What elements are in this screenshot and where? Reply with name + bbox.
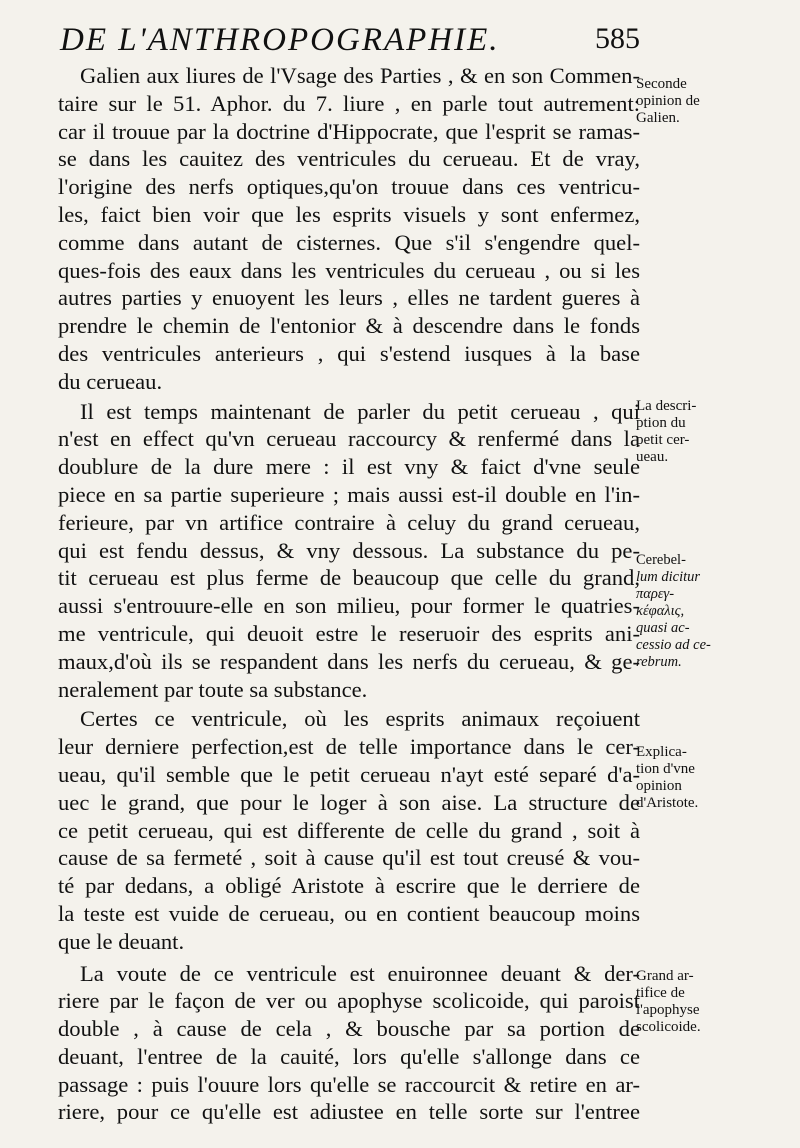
text-line: comme dans autant de cisternes. Que s'il s'engendre quel- bbox=[58, 229, 640, 255]
text-line: deuant, l'entree de la cauité, lors qu'elle s'allonge dans ce bbox=[58, 1043, 640, 1069]
text-line: les, faict bien voir que les esprits visuels y sont enfermez, bbox=[58, 201, 640, 227]
text-line: leur derniere perfection,est de telle importance dans le cer- bbox=[58, 734, 640, 760]
text-line: ce petit cerueau, qui est differente de celle du grand , soit à bbox=[58, 817, 640, 843]
text-line: n'est en effect qu'vn cerueau raccourcy & renfermé dans la bbox=[58, 426, 640, 452]
margin-note-3 bbox=[636, 552, 786, 671]
text-line: tit cerueau est plus ferme de beaucoup que celle du grand, bbox=[58, 565, 640, 591]
margin-note-line: Seconde bbox=[636, 76, 687, 92]
text-line: riere, pour ce qu'elle est adiustee en telle sorte sur l'entree bbox=[58, 1099, 640, 1125]
margin-note-line: παρεγ- bbox=[636, 586, 675, 602]
text-line: se dans les cauitez des ventricules du cerueau. Et de vray, bbox=[58, 146, 640, 172]
margin-note-line: κέφαλις, bbox=[636, 603, 685, 619]
margin-note-line: petit cer- bbox=[636, 432, 690, 448]
margin-note-line: opinion de bbox=[636, 93, 700, 109]
margin-note-line: Explica- bbox=[636, 744, 687, 760]
margin-note-line: quasi ac- bbox=[636, 620, 690, 636]
text-line: neralement par toute sa substance. bbox=[58, 676, 368, 702]
text-line: uec le grand, que pour le loger à son aise. La structure de bbox=[58, 789, 640, 815]
text-line: la teste est vuide de cerueau, ou en contient beaucoup moins bbox=[58, 900, 640, 926]
margin-note-line: La descri- bbox=[636, 398, 697, 414]
margin-note-line: tifice de bbox=[636, 985, 685, 1001]
margin-note-line: l'apophyse bbox=[636, 1002, 700, 1018]
paragraph-4 bbox=[58, 960, 640, 1127]
text-line: me ventricule, qui deuoit estre le reseruoir des esprits ani- bbox=[58, 620, 640, 646]
text-line: Galien aux liures de l'Vsage des Parties , & en son Commen- bbox=[80, 63, 640, 88]
text-line: Certes ce ventricule, où les esprits animaux reçoiuent bbox=[80, 706, 640, 732]
header-title: DE L'ANTHROPOGRAPHIE. bbox=[60, 22, 500, 58]
text-line: riere par le façon de ver ou apophyse scolicoide, qui paroist bbox=[58, 988, 640, 1014]
paragraph-2 bbox=[58, 398, 640, 704]
text-line: té par dedans, a obligé Aristote à escrire que le derriere de bbox=[58, 873, 640, 899]
margin-note-1 bbox=[636, 76, 786, 127]
text-line: cause de sa fermeté , soit à cause qu'il est tout creusé & vou- bbox=[58, 845, 640, 871]
text-line: qui est fendu dessus, & vny dessous. La substance du pe- bbox=[58, 537, 640, 563]
text-line: l'origine des nerfs optiques,qu'on trouue dans ces ventricu- bbox=[58, 174, 640, 200]
text-line: prendre le chemin de l'entonior & à descendre dans le fonds bbox=[58, 313, 640, 339]
margin-note-line: Grand ar- bbox=[636, 968, 694, 984]
text-line: du cerueau. bbox=[58, 368, 163, 394]
margin-note-line: Cerebel- bbox=[636, 552, 686, 568]
text-line: La voute de ce ventricule est enuironnee deuant & der- bbox=[80, 960, 640, 986]
margin-note-line: d'Aristote. bbox=[636, 795, 699, 811]
margin-note-line: cessio ad ce- bbox=[636, 637, 711, 653]
page-number: 585 bbox=[595, 22, 640, 55]
text-line: double , à cause de cela , & bousche par sa portion de bbox=[58, 1016, 640, 1042]
paragraph-3 bbox=[58, 705, 640, 955]
margin-note-line: lum dicitur bbox=[636, 569, 701, 585]
text-line: ques-fois des eaux dans les ventricules du cerueau , ou si les bbox=[58, 257, 640, 283]
text-line: ueau, qu'il semble que le petit cerueau n'ayt esté separé d'a- bbox=[58, 761, 640, 787]
margin-note-5 bbox=[636, 968, 786, 1036]
margin-note-4 bbox=[636, 744, 786, 812]
margin-note-line: rebrum. bbox=[636, 654, 682, 670]
margin-note-2 bbox=[636, 398, 786, 466]
text-line: autres parties y enuoyent les leurs , elles ne tardent gueres à bbox=[58, 285, 640, 311]
main-text bbox=[58, 62, 640, 1126]
text-line: maux,d'où ils se respandent dans les nerfs du cerueau, & ge- bbox=[58, 648, 640, 674]
text-line: Il est temps maintenant de parler du petit cerueau , qui bbox=[80, 398, 640, 424]
margin-note-line: Galien. bbox=[636, 110, 680, 126]
text-line: que le deuant. bbox=[58, 928, 185, 954]
text-line: piece en sa partie superieure ; mais aussi est-il double en l'in- bbox=[58, 481, 640, 507]
margin-note-line: scolicoide. bbox=[636, 1019, 701, 1035]
margin-note-line: ueau. bbox=[636, 449, 669, 465]
margin-note-line: tion d'vne bbox=[636, 761, 695, 777]
margin-note-line: opinion bbox=[636, 778, 682, 794]
text-line: car il trouue par la doctrine d'Hippocrate, que l'esprit se ramas- bbox=[58, 118, 640, 144]
running-header bbox=[60, 22, 640, 64]
text-line: ferieure, par vn artifice contraire à celuy du grand cerueau, bbox=[58, 509, 640, 535]
text-line: taire sur le 51. Aphor. du 7. liure , en parle tout autrement: bbox=[58, 90, 640, 116]
text-line: des ventricules anterieurs , qui s'estend iusques à la base bbox=[58, 340, 640, 366]
text-line: passage : puis l'ouure lors qu'elle se raccourcit & retire en ar- bbox=[58, 1071, 640, 1097]
text-line: aussi s'entrouure-elle en son milieu, pour former le quatries- bbox=[58, 593, 640, 619]
margin-note-line: ption du bbox=[636, 415, 686, 431]
paragraph-1 bbox=[58, 62, 640, 396]
text-line: doublure de la dure mere : il est vny & faict d'vne seule bbox=[58, 454, 640, 480]
